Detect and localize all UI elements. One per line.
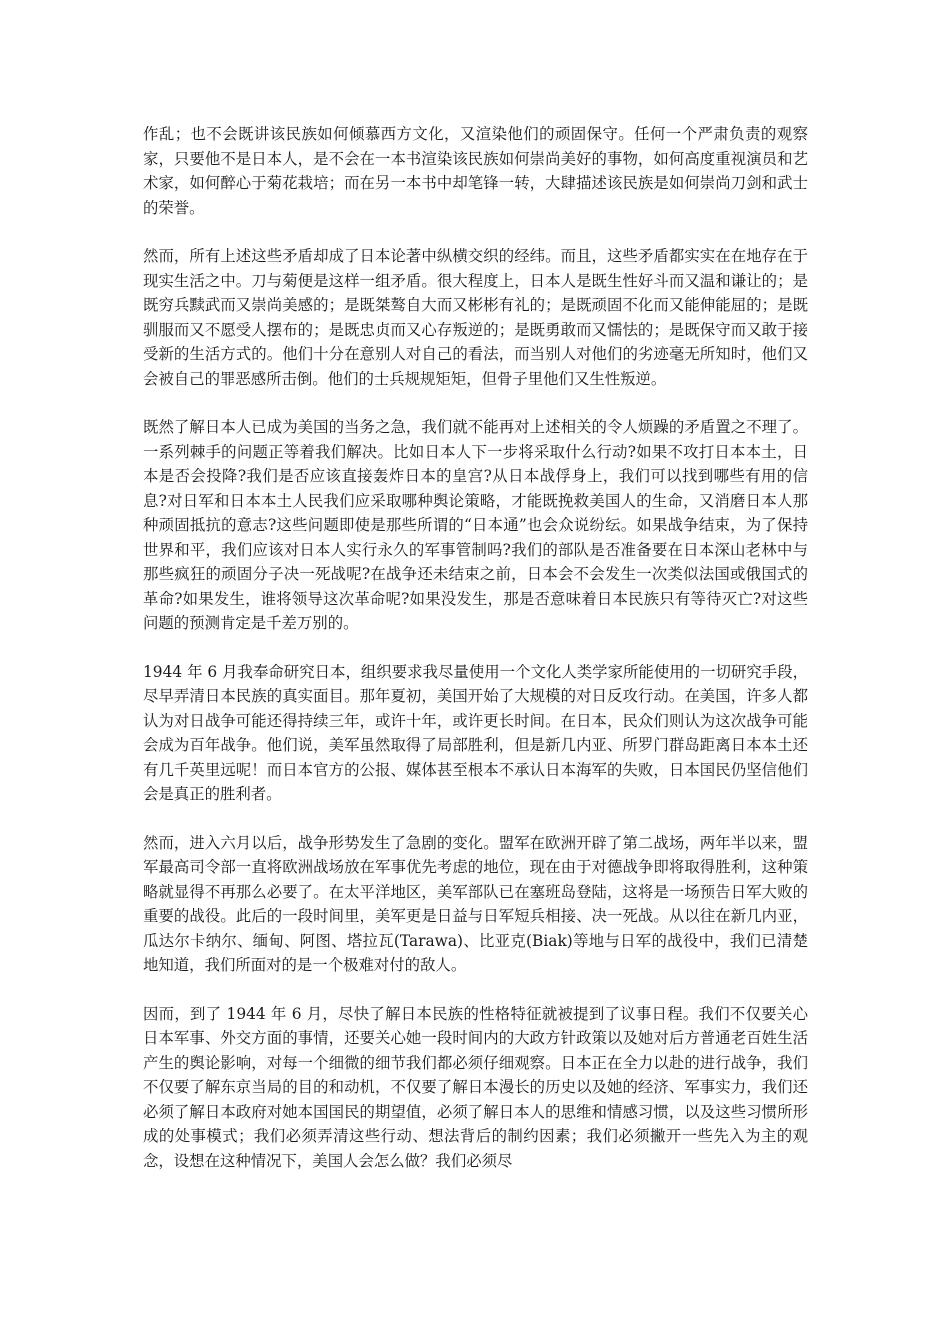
document-body — [143, 122, 808, 1197]
paragraph-2: 然而，所有上述这些矛盾却成了日本论著中纵横交织的经纬。而且，这些矛盾都实实在在地存在于现实生活之中。刀与菊便是这样一组矛盾。很大程度上，日本人是既生性好斗而又温和谦让的；是既穷兵黩武而又崇尚美感的；是既桀骜自大而又彬彬有礼的；是既顽固不化而又能伸能屈的；是既驯服而又不愿受人摆布的；是既忠贞而又心存叛逆的；是既勇敢而又懦怯的；是既保守而又敢于接受新的生活方式的。他们十分在意别人对自己的看法，而当别人对他们的劣迹毫无所知时，他们又会被自己的罪恶感所击倒。他们的士兵规规矩矩，但骨子里他们又生性叛逆。 — [143, 247, 808, 388]
paragraph-6: 因而，到了 1944 年 6 月，尽快了解日本民族的性格特征就被提到了议事日程。我们不仅要关心日本军事、外交方面的事情，还要关心她一段时间内的大政方针政策以及她对后方普通老百姓生活产生的舆论影响，对每一个细微的细节我们都必须仔细观察。日本正在全力以赴的进行战争，我们不仅要了解东京当局的目的和动机，不仅要了解日本漫长的历史以及她的经济、军事实力，我们还必须了解日本政府对她本国国民的期望值，必须了解日本人的思维和情感习惯，以及这些习惯所形成的处事模式；我们必须弄清这些行动、想法背后的制约因素；我们必须撇开一些先入为主的观念，设想在这种情况下，美国人会怎么做？我们必须尽 — [143, 1004, 808, 1170]
paragraph-4: 1944 年 6 月我奉命研究日本，组织要求我尽量使用一个文化人类学家所能使用的一切研究手段，尽早弄清日本民族的真实面目。那年夏初，美国开始了大规模的对日反攻行动。在美国，许多人都认为对日战争可能还得持续三年，或许十年，或许更长时间。在日本，民众们则认为这次战争可能会成为百年战争。他们说，美军虽然取得了局部胜利，但是新几内亚、所罗门群岛距离日本本土还有几千英里远呢！而日本官方的公报、媒体甚至根本不承认日本海军的失败，日本国民仍坚信他们会是真正的胜利者。 — [143, 662, 808, 803]
paragraph-3: 既然了解日本人已成为美国的当务之急，我们就不能再对上述相关的令人烦躁的矛盾置之不理了。一系列棘手的问题正等着我们解决。比如日本人下一步将采取什么行动?如果不攻打日本本土，日本是否会投降?我们是否应该直接轰炸日本的皇宫?从日本战俘身上，我们可以找到哪些有用的信息?对日军和日本本土人民我们应采取哪种舆论策略，才能既挽救美国人的生命，又消磨日本人那种顽固抵抗的意志?这些问题即使是那些所谓的“日本通”也会众说纷纭。如果战争结束，为了保持世界和平，我们应该对日本人实行永久的军事管制吗?我们的部队是否准备要在日本深山老林中与那些疯狂的顽固分子决一死战呢?在战争还未结束之前，日本会不会发生一次类似法国或俄国式的革命?如果发生，谁将领导这次革命呢?如果没发生，那是否意味着日本民族只有等待灭亡?对这些问题的预测肯定是千差万别的。 — [143, 418, 808, 632]
paragraph-5: 然而，进入六月以后，战争形势发生了急剧的变化。盟军在欧洲开辟了第二战场，两年半以来，盟军最高司令部一直将欧洲战场放在军事优先考虑的地位，现在由于对德战争即将取得胜利，这种策略就显得不再那么必要了。在太平洋地区，美军部队已在塞班岛登陆，这将是一场预告日军大败的重要的战役。此后的一段时间里，美军更是日益与日军短兵相接、决一死战。从以往在新几内亚，瓜达尔卡纳尔、缅甸、阿图、塔拉瓦(Tarawa)、比亚克(Biak)等地与日军的战役中，我们已清楚地知道，我们所面对的是一个极难对付的敌人。 — [143, 833, 808, 974]
paragraph-1: 作乱；也不会既讲该民族如何倾慕西方文化，又渲染他们的顽固保守。任何一个严肃负责的观察家，只要他不是日本人，是不会在一本书渲染该民族如何崇尚美好的事物，如何高度重视演员和艺术家，如何醉心于菊花栽培；而在另一本书中却笔锋一转，大肆描述该民族是如何崇尚刀剑和武士的荣誉。 — [143, 125, 808, 217]
